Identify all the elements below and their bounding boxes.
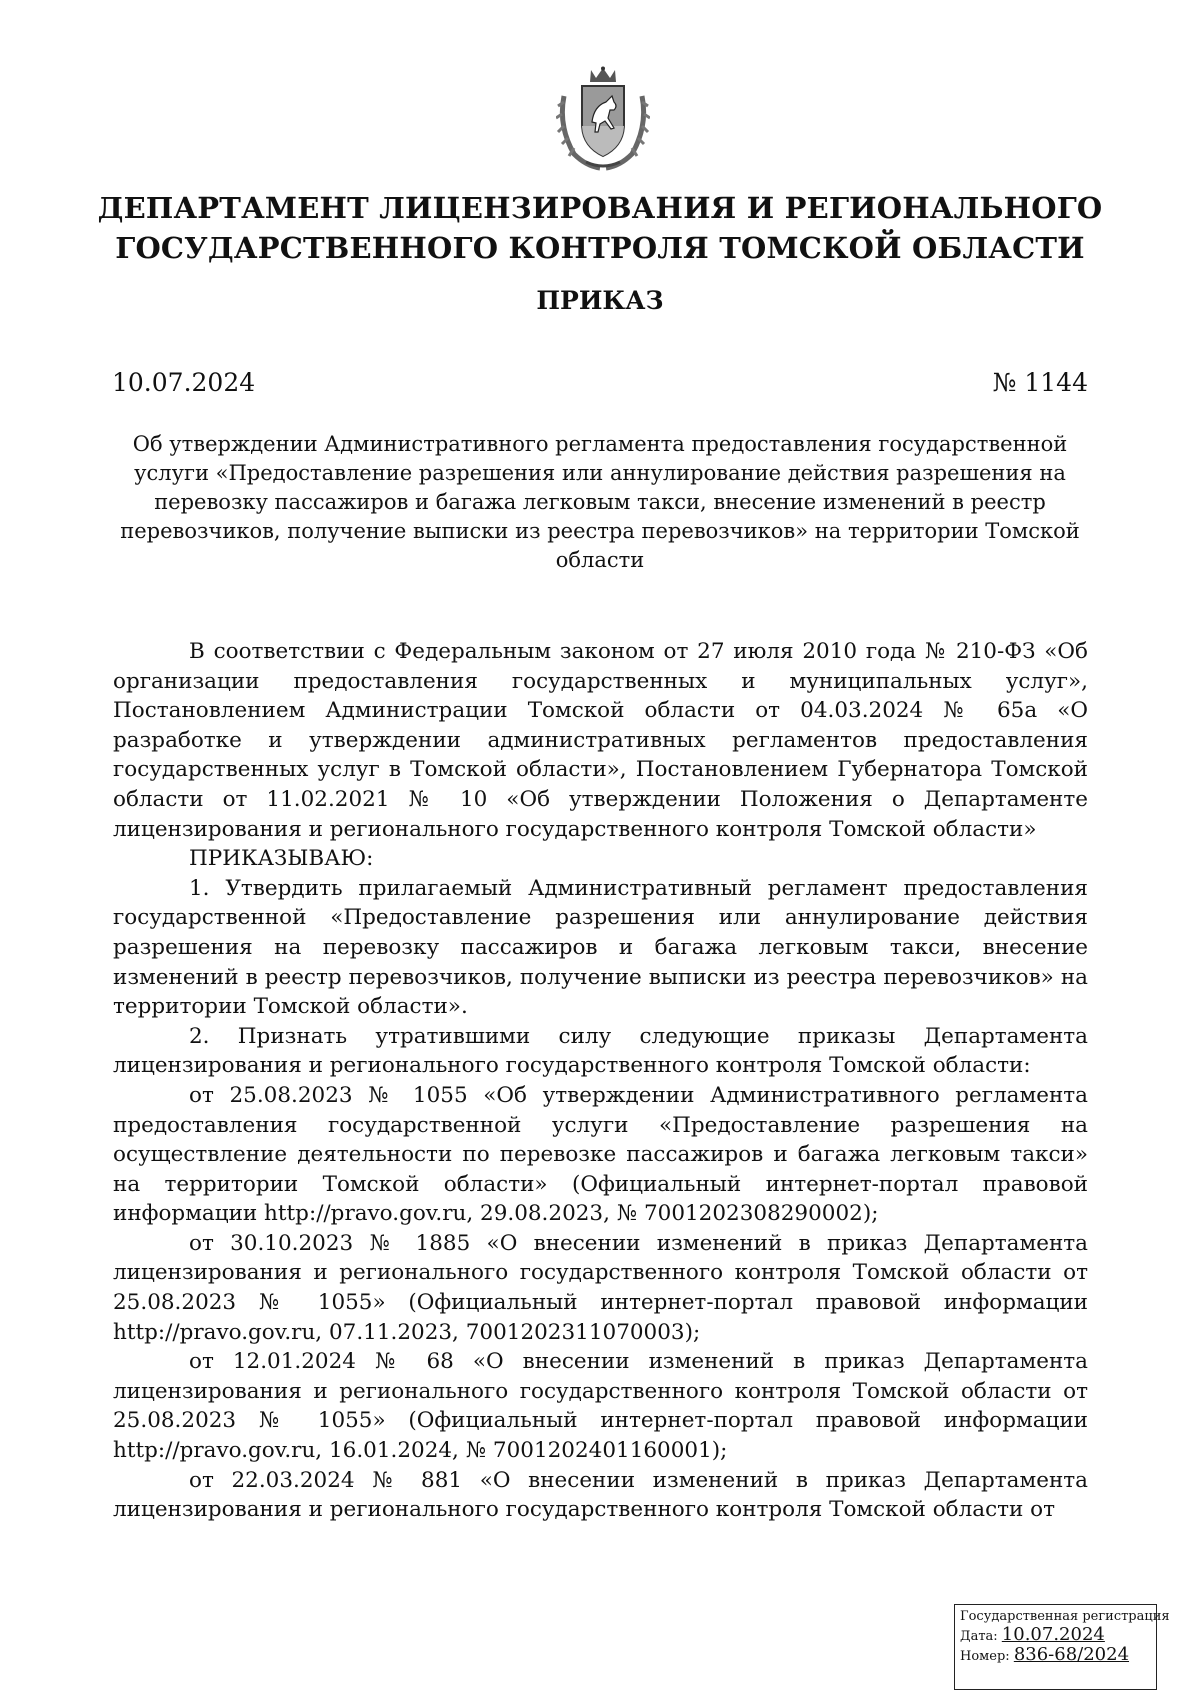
registration-number-value: 836-68/2024 xyxy=(1013,1644,1130,1665)
repealed-order-1: от 25.08.2023 № 1055 «Об утверждении Административного регламента предоставления государственной услуги «Предоставление разрешения на осуществление деятельности по перевозке пассажиров и багажа легковым такси» на территории Томской области» (Официальный интернет-портал правовой информации http://pravo.gov.ru, 29.08.2023, № 7001202308290002); xyxy=(113,1082,1088,1227)
registration-date-value: 10.07.2024 xyxy=(1001,1624,1105,1645)
clause-2: 2. Признать утратившими силу следующие приказы Департамента лицензирования и регионального государственного контроля Томской области: xyxy=(113,1023,1088,1079)
preamble-paragraph: В соответствии с Федеральным законом от 27 июля 2010 года № 210-ФЗ «Об организации предоставления государственных и муниципальных услуг», Постановлением Администрации Томской области от 04.03.2024 № 65а «О разработке и утверждении административных регламентов предоставления государственных услуг в Томской области», Постановлением Губернатора Томской области от 11.02.2021 № 10 «Об утверждении Положения о Департаменте лицензирования и регионального государственного контроля Томской области» xyxy=(113,639,1088,842)
registration-title: Государственная регистрация xyxy=(960,1609,1170,1624)
repealed-order-4: от 22.03.2024 № 881 «О внесении изменений в приказ Департамента лицензирования и регионального государственного контроля Томской области от xyxy=(113,1467,1088,1523)
repealed-order-3: от 12.01.2024 № 68 «О внесении изменений в приказ Департамента лицензирования и регионального государственного контроля Томской области от 25.08.2023 № 1055» (Официальный интернет-портал правовой информации http://pravo.gov.ru, 16.01.2024, № 7001202401160001); xyxy=(113,1349,1088,1464)
registration-date-label: Дата: xyxy=(960,1629,998,1644)
repealed-order-2: от 30.10.2023 № 1885 «О внесении изменений в приказ Департамента лицензирования и регионального государственного контроля Томской области от 25.08.2023 № 1055» (Официальный интернет-портал правовой информации http://pravo.gov.ru, 07.11.2023, 7001202311070003); xyxy=(113,1230,1088,1345)
department-title: ДЕПАРТАМЕНТ ЛИЦЕНЗИРОВАНИЯ И РЕГИОНАЛЬНОГО ГОСУДАРСТВЕННОГО КОНТРОЛЯ ТОМСКОЙ ОБЛАСТИ xyxy=(97,191,1103,265)
document-type-title: ПРИКАЗ xyxy=(536,286,664,315)
order-body xyxy=(113,637,1088,1525)
registration-number-label: Номер: xyxy=(960,1649,1010,1664)
order-date: 10.07.2024 xyxy=(112,368,256,397)
clause-1: 1. Утвердить прилагаемый Административный регламент предоставления государственной «Предоставление разрешения или аннулирование действия разрешения на перевозку пассажиров и багажа легковым такси, внесение изменений в реестр перевозчиков, получение выписки из реестра перевозчиков» на территории Томской области». xyxy=(113,875,1088,1020)
order-directive: ПРИКАЗЫВАЮ: xyxy=(189,846,374,872)
order-subject: Об утверждении Административного регламента предоставления государственной услуги «Предоставление разрешения или аннулирование действия разрешения на перевозку пассажиров и багажа легковым такси, внесение изменений в реестр перевозчиков, получение выписки из реестра перевозчиков» на территории Томской области xyxy=(120,432,1080,572)
registration-stamp xyxy=(954,1604,1170,1690)
coat-of-arms-emblem xyxy=(556,66,650,172)
order-number: № 1144 xyxy=(992,368,1088,397)
